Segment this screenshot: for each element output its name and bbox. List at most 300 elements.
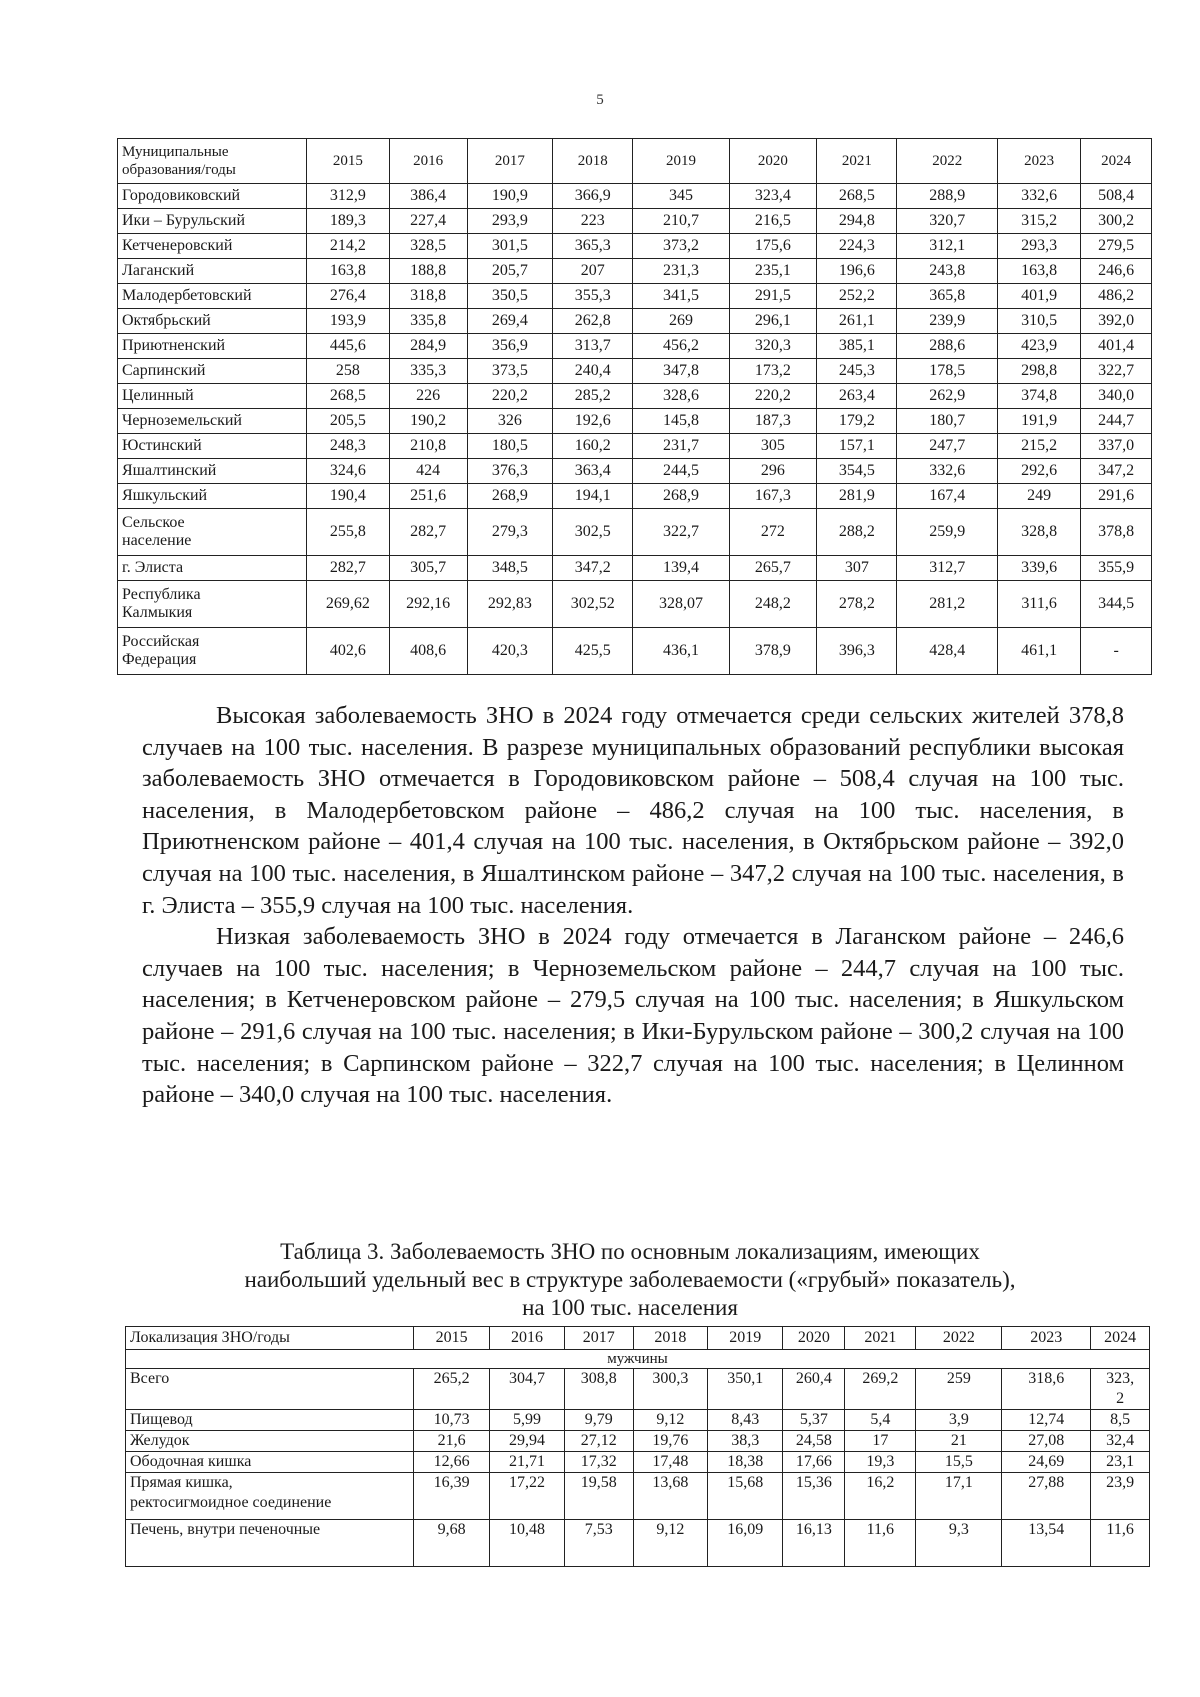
- row-label: Республика Калмыкия: [118, 581, 307, 628]
- table-row: [118, 209, 1152, 234]
- header-label: Муниципальные образования/годы: [118, 139, 307, 184]
- value-cell: 396,3: [817, 628, 897, 675]
- value-cell: 191,9: [997, 409, 1080, 434]
- value-cell: 190,9: [467, 184, 553, 209]
- value-cell: 308,8: [564, 1369, 633, 1410]
- year-header: 2024: [1091, 1327, 1150, 1350]
- value-cell: 293,9: [467, 209, 553, 234]
- table-row: [118, 509, 1152, 556]
- value-cell: 445,6: [307, 334, 389, 359]
- row-label: Прямая кишка, ректосигмоидное соединение: [126, 1473, 414, 1520]
- value-cell: 292,83: [467, 581, 553, 628]
- value-cell: 38,3: [708, 1431, 783, 1452]
- table-row: [118, 581, 1152, 628]
- value-cell: 220,2: [467, 384, 553, 409]
- value-cell: 189,3: [307, 209, 389, 234]
- value-cell: 255,8: [307, 509, 389, 556]
- value-cell: 258: [307, 359, 389, 384]
- value-cell: 323,4: [729, 184, 817, 209]
- value-cell: 173,2: [729, 359, 817, 384]
- group-label: мужчины: [126, 1350, 1150, 1369]
- value-cell: 17,22: [490, 1473, 564, 1520]
- value-cell: 340,0: [1081, 384, 1152, 409]
- value-cell: 265,7: [729, 556, 817, 581]
- value-cell: 10,48: [490, 1520, 564, 1567]
- value-cell: 374,8: [997, 384, 1080, 409]
- year-header: 2015: [307, 139, 389, 184]
- value-cell: 328,8: [997, 509, 1080, 556]
- value-cell: 11,6: [1091, 1520, 1150, 1567]
- value-cell: 508,4: [1081, 184, 1152, 209]
- value-cell: 32,4: [1091, 1431, 1150, 1452]
- value-cell: 224,3: [817, 234, 897, 259]
- year-header: 2024: [1081, 139, 1152, 184]
- value-cell: 247,7: [897, 434, 998, 459]
- year-header: 2017: [564, 1327, 633, 1350]
- value-cell: 279,3: [467, 509, 553, 556]
- value-cell: 300,3: [633, 1369, 707, 1410]
- value-cell: 348,5: [467, 556, 553, 581]
- value-cell: 11,6: [845, 1520, 916, 1567]
- table-row: [126, 1369, 1150, 1410]
- value-cell: 5,4: [845, 1410, 916, 1431]
- year-header: 2018: [553, 139, 633, 184]
- value-cell: 27,88: [1002, 1473, 1091, 1520]
- value-cell: 16,39: [413, 1473, 489, 1520]
- value-cell: 291,6: [1081, 484, 1152, 509]
- value-cell: 139,4: [633, 556, 729, 581]
- value-cell: 23,1: [1091, 1452, 1150, 1473]
- table-row: [118, 409, 1152, 434]
- value-cell: 9,12: [633, 1520, 707, 1567]
- value-cell: 355,9: [1081, 556, 1152, 581]
- value-cell: 19,58: [564, 1473, 633, 1520]
- year-header: 2019: [633, 139, 729, 184]
- table-row: [118, 628, 1152, 675]
- table-row: [118, 384, 1152, 409]
- value-cell: 259: [916, 1369, 1002, 1410]
- value-cell: 248,3: [307, 434, 389, 459]
- value-cell: 17,1: [916, 1473, 1002, 1520]
- value-cell: 339,6: [997, 556, 1080, 581]
- value-cell: 305,7: [389, 556, 467, 581]
- value-cell: 310,5: [997, 309, 1080, 334]
- year-header: 2015: [413, 1327, 489, 1350]
- value-cell: 324,6: [307, 459, 389, 484]
- value-cell: 320,3: [729, 334, 817, 359]
- year-header: 2016: [490, 1327, 564, 1350]
- table-row: [126, 1452, 1150, 1473]
- value-cell: 24,58: [783, 1431, 845, 1452]
- value-cell: 281,2: [897, 581, 998, 628]
- value-cell: 15,36: [783, 1473, 845, 1520]
- value-cell: 328,6: [633, 384, 729, 409]
- table-row: [126, 1473, 1150, 1520]
- value-cell: 9,12: [633, 1410, 707, 1431]
- table-row: [126, 1431, 1150, 1452]
- value-cell: 235,1: [729, 259, 817, 284]
- value-cell: 392,0: [1081, 309, 1152, 334]
- table-row: [118, 184, 1152, 209]
- row-label: Всего: [126, 1369, 414, 1410]
- value-cell: 378,8: [1081, 509, 1152, 556]
- value-cell: 10,73: [413, 1410, 489, 1431]
- table-row: [118, 309, 1152, 334]
- value-cell: 298,8: [997, 359, 1080, 384]
- value-cell: 323, 2: [1091, 1369, 1150, 1410]
- value-cell: 175,6: [729, 234, 817, 259]
- value-cell: 304,7: [490, 1369, 564, 1410]
- value-cell: 259,9: [897, 509, 998, 556]
- value-cell: 312,1: [897, 234, 998, 259]
- value-cell: 239,9: [897, 309, 998, 334]
- value-cell: 194,1: [553, 484, 633, 509]
- value-cell: 424: [389, 459, 467, 484]
- value-cell: 205,5: [307, 409, 389, 434]
- value-cell: 180,7: [897, 409, 998, 434]
- value-cell: 23,9: [1091, 1473, 1150, 1520]
- value-cell: 16,09: [708, 1520, 783, 1567]
- value-cell: 244,5: [633, 459, 729, 484]
- year-header: 2019: [708, 1327, 783, 1350]
- table-row: [118, 459, 1152, 484]
- value-cell: 193,9: [307, 309, 389, 334]
- value-cell: 294,8: [817, 209, 897, 234]
- value-cell: 366,9: [553, 184, 633, 209]
- year-header: 2023: [1002, 1327, 1091, 1350]
- year-header: 2020: [729, 139, 817, 184]
- value-cell: 19,3: [845, 1452, 916, 1473]
- value-cell: 24,69: [1002, 1452, 1091, 1473]
- value-cell: 214,2: [307, 234, 389, 259]
- value-cell: 288,9: [897, 184, 998, 209]
- value-cell: 9,79: [564, 1410, 633, 1431]
- value-cell: 167,3: [729, 484, 817, 509]
- value-cell: 401,9: [997, 284, 1080, 309]
- value-cell: 251,6: [389, 484, 467, 509]
- row-label: Целинный: [118, 384, 307, 409]
- value-cell: 260,4: [783, 1369, 845, 1410]
- value-cell: 291,5: [729, 284, 817, 309]
- value-cell: 461,1: [997, 628, 1080, 675]
- value-cell: 332,6: [897, 459, 998, 484]
- value-cell: 285,2: [553, 384, 633, 409]
- value-cell: 227,4: [389, 209, 467, 234]
- value-cell: 248,2: [729, 581, 817, 628]
- value-cell: 21: [916, 1431, 1002, 1452]
- value-cell: 355,3: [553, 284, 633, 309]
- year-header: 2017: [467, 139, 553, 184]
- value-cell: 268,9: [467, 484, 553, 509]
- value-cell: 373,2: [633, 234, 729, 259]
- value-cell: 18,38: [708, 1452, 783, 1473]
- value-cell: 252,2: [817, 284, 897, 309]
- value-cell: 196,6: [817, 259, 897, 284]
- value-cell: 216,5: [729, 209, 817, 234]
- value-cell: 167,4: [897, 484, 998, 509]
- value-cell: 401,4: [1081, 334, 1152, 359]
- table-row: [118, 359, 1152, 384]
- table-row: [118, 484, 1152, 509]
- value-cell: 9,3: [916, 1520, 1002, 1567]
- row-label: Сельское население: [118, 509, 307, 556]
- year-header: 2021: [845, 1327, 916, 1350]
- value-cell: 220,2: [729, 384, 817, 409]
- value-cell: 347,2: [1081, 459, 1152, 484]
- row-label: Лаганский: [118, 259, 307, 284]
- value-cell: 21,71: [490, 1452, 564, 1473]
- year-header: 2021: [817, 139, 897, 184]
- value-cell: 8,43: [708, 1410, 783, 1431]
- row-label: г. Элиста: [118, 556, 307, 581]
- value-cell: 13,54: [1002, 1520, 1091, 1567]
- value-cell: 305: [729, 434, 817, 459]
- value-cell: 269,4: [467, 309, 553, 334]
- row-label: Малодербетовский: [118, 284, 307, 309]
- value-cell: 408,6: [389, 628, 467, 675]
- value-cell: 328,5: [389, 234, 467, 259]
- value-cell: 350,1: [708, 1369, 783, 1410]
- row-label: Приютненский: [118, 334, 307, 359]
- value-cell: 269,2: [845, 1369, 916, 1410]
- value-cell: 3,9: [916, 1410, 1002, 1431]
- row-label: Желудок: [126, 1431, 414, 1452]
- table-row: [126, 1520, 1150, 1567]
- table-row: [118, 284, 1152, 309]
- value-cell: -: [1081, 628, 1152, 675]
- value-cell: 276,4: [307, 284, 389, 309]
- value-cell: 17,66: [783, 1452, 845, 1473]
- value-cell: 302,52: [553, 581, 633, 628]
- value-cell: 425,5: [553, 628, 633, 675]
- value-cell: 27,12: [564, 1431, 633, 1452]
- row-label: Кетченеровский: [118, 234, 307, 259]
- value-cell: 356,9: [467, 334, 553, 359]
- value-cell: 210,7: [633, 209, 729, 234]
- value-cell: 300,2: [1081, 209, 1152, 234]
- value-cell: 279,5: [1081, 234, 1152, 259]
- year-header: 2022: [897, 139, 998, 184]
- value-cell: 354,5: [817, 459, 897, 484]
- value-cell: 245,3: [817, 359, 897, 384]
- table-row: [118, 334, 1152, 359]
- value-cell: 226: [389, 384, 467, 409]
- value-cell: 332,6: [997, 184, 1080, 209]
- value-cell: 243,8: [897, 259, 998, 284]
- value-cell: 16,13: [783, 1520, 845, 1567]
- value-cell: 15,5: [916, 1452, 1002, 1473]
- value-cell: 318,6: [1002, 1369, 1091, 1410]
- value-cell: 278,2: [817, 581, 897, 628]
- value-cell: 436,1: [633, 628, 729, 675]
- value-cell: 341,5: [633, 284, 729, 309]
- value-cell: 16,2: [845, 1473, 916, 1520]
- value-cell: 335,8: [389, 309, 467, 334]
- incidence-by-municipality-table: [117, 138, 1152, 675]
- year-header: 2018: [633, 1327, 707, 1350]
- value-cell: 269: [633, 309, 729, 334]
- value-cell: 263,4: [817, 384, 897, 409]
- value-cell: 293,3: [997, 234, 1080, 259]
- value-cell: 145,8: [633, 409, 729, 434]
- value-cell: 12,74: [1002, 1410, 1091, 1431]
- row-label: Сарпинский: [118, 359, 307, 384]
- row-label: Пищевод: [126, 1410, 414, 1431]
- value-cell: 376,3: [467, 459, 553, 484]
- value-cell: 207: [553, 259, 633, 284]
- value-cell: 268,9: [633, 484, 729, 509]
- value-cell: 284,9: [389, 334, 467, 359]
- value-cell: 292,6: [997, 459, 1080, 484]
- paragraph-low-incidence: Низкая заболеваемость ЗНО в 2024 году отмечается в Лаганском районе – 246,6 случаев на 100 тыс. населения; в Черноземельском районе – 244,7 случая на 100 тыс. населения; в Кетченеровском районе – 279,5 случая на 100 тыс. населения; в Яшкульском районе – 291,6 случая на 100 тыс. населения; в Ики-Бурульском районе – 300,2 случая на 100 тыс. населения; в Сарпинском районе – 322,7 случая на 100 тыс. населения; в Целинном районе – 340,0 случая на 100 тыс. населения.: [142, 923, 1124, 1109]
- value-cell: 296,1: [729, 309, 817, 334]
- value-cell: 265,2: [413, 1369, 489, 1410]
- value-cell: 231,3: [633, 259, 729, 284]
- year-header: 2023: [997, 139, 1080, 184]
- table-row: [118, 234, 1152, 259]
- row-label: Октябрьский: [118, 309, 307, 334]
- value-cell: 269,62: [307, 581, 389, 628]
- value-cell: 19,76: [633, 1431, 707, 1452]
- row-label: Черноземельский: [118, 409, 307, 434]
- table-header-row: [126, 1327, 1150, 1350]
- value-cell: 12,66: [413, 1452, 489, 1473]
- value-cell: 8,5: [1091, 1410, 1150, 1431]
- row-label: Российская Федерация: [118, 628, 307, 675]
- value-cell: 345: [633, 184, 729, 209]
- value-cell: 163,8: [997, 259, 1080, 284]
- value-cell: 347,8: [633, 359, 729, 384]
- value-cell: 282,7: [389, 509, 467, 556]
- value-cell: 318,8: [389, 284, 467, 309]
- incidence-by-localization-table: [125, 1326, 1150, 1567]
- value-cell: 365,3: [553, 234, 633, 259]
- value-cell: 17,32: [564, 1452, 633, 1473]
- value-cell: 423,9: [997, 334, 1080, 359]
- value-cell: 420,3: [467, 628, 553, 675]
- value-cell: 5,99: [490, 1410, 564, 1431]
- value-cell: 281,9: [817, 484, 897, 509]
- row-label: Ики – Бурульский: [118, 209, 307, 234]
- value-cell: 378,9: [729, 628, 817, 675]
- value-cell: 29,94: [490, 1431, 564, 1452]
- value-cell: 292,16: [389, 581, 467, 628]
- value-cell: 272: [729, 509, 817, 556]
- table-row: [126, 1410, 1150, 1431]
- value-cell: 313,7: [553, 334, 633, 359]
- value-cell: 262,8: [553, 309, 633, 334]
- value-cell: 320,7: [897, 209, 998, 234]
- value-cell: 231,7: [633, 434, 729, 459]
- year-header: 2022: [916, 1327, 1002, 1350]
- value-cell: 312,9: [307, 184, 389, 209]
- row-label: Городовиковский: [118, 184, 307, 209]
- value-cell: 21,6: [413, 1431, 489, 1452]
- value-cell: 268,5: [307, 384, 389, 409]
- value-cell: 27,08: [1002, 1431, 1091, 1452]
- value-cell: 178,5: [897, 359, 998, 384]
- value-cell: 326: [467, 409, 553, 434]
- row-label: Яшалтинский: [118, 459, 307, 484]
- value-cell: 335,3: [389, 359, 467, 384]
- header-label: Локализация ЗНО/годы: [126, 1327, 414, 1350]
- value-cell: 386,4: [389, 184, 467, 209]
- value-cell: 315,2: [997, 209, 1080, 234]
- value-cell: 337,0: [1081, 434, 1152, 459]
- value-cell: 9,68: [413, 1520, 489, 1567]
- value-cell: 210,8: [389, 434, 467, 459]
- value-cell: 322,7: [633, 509, 729, 556]
- table-row: [118, 556, 1152, 581]
- value-cell: 261,1: [817, 309, 897, 334]
- row-label: Яшкульский: [118, 484, 307, 509]
- value-cell: 5,37: [783, 1410, 845, 1431]
- value-cell: 268,5: [817, 184, 897, 209]
- value-cell: 301,5: [467, 234, 553, 259]
- group-row: [126, 1350, 1150, 1369]
- value-cell: 428,4: [897, 628, 998, 675]
- paragraph-high-incidence: Высокая заболеваемость ЗНО в 2024 году отмечается среди сельских жителей 378,8 случаев на 100 тыс. населения. В разрезе муниципальных образований республики высокая заболеваемость ЗНО отмечается в Городовиковском районе – 508,4 случая на 100 тыс. населения, в Малодербетовском районе – 486,2 случая на 100 тыс. населения, в Приютненском районе – 401,4 случая на 100 тыс. населения, в Октябрьском районе – 392,0 случая на 100 тыс. населения, в Яшалтинском районе – 347,2 случая на 100 тыс. населения, в г. Элиста – 355,9 случая на 100 тыс. населения.: [142, 702, 1124, 919]
- value-cell: 244,7: [1081, 409, 1152, 434]
- row-label: Юстинский: [118, 434, 307, 459]
- body-text: [142, 700, 1124, 1111]
- value-cell: 223: [553, 209, 633, 234]
- value-cell: 288,2: [817, 509, 897, 556]
- value-cell: 347,2: [553, 556, 633, 581]
- value-cell: 17,48: [633, 1452, 707, 1473]
- value-cell: 282,7: [307, 556, 389, 581]
- table-row: [118, 434, 1152, 459]
- value-cell: 350,5: [467, 284, 553, 309]
- value-cell: 288,6: [897, 334, 998, 359]
- value-cell: 328,07: [633, 581, 729, 628]
- value-cell: 373,5: [467, 359, 553, 384]
- value-cell: 311,6: [997, 581, 1080, 628]
- table-row: [118, 259, 1152, 284]
- value-cell: 385,1: [817, 334, 897, 359]
- value-cell: 486,2: [1081, 284, 1152, 309]
- value-cell: 7,53: [564, 1520, 633, 1567]
- value-cell: 246,6: [1081, 259, 1152, 284]
- value-cell: 262,9: [897, 384, 998, 409]
- value-cell: 344,5: [1081, 581, 1152, 628]
- value-cell: 215,2: [997, 434, 1080, 459]
- table-header-row: [118, 139, 1152, 184]
- row-label: Ободочная кишка: [126, 1452, 414, 1473]
- value-cell: 13,68: [633, 1473, 707, 1520]
- value-cell: 322,7: [1081, 359, 1152, 384]
- value-cell: 179,2: [817, 409, 897, 434]
- value-cell: 187,3: [729, 409, 817, 434]
- value-cell: 157,1: [817, 434, 897, 459]
- value-cell: 160,2: [553, 434, 633, 459]
- value-cell: 456,2: [633, 334, 729, 359]
- page-number: 5: [596, 92, 604, 108]
- value-cell: 249: [997, 484, 1080, 509]
- value-cell: 402,6: [307, 628, 389, 675]
- value-cell: 17: [845, 1431, 916, 1452]
- value-cell: 240,4: [553, 359, 633, 384]
- value-cell: 312,7: [897, 556, 998, 581]
- value-cell: 188,8: [389, 259, 467, 284]
- value-cell: 205,7: [467, 259, 553, 284]
- year-header: 2020: [783, 1327, 845, 1350]
- value-cell: 190,4: [307, 484, 389, 509]
- value-cell: 15,68: [708, 1473, 783, 1520]
- value-cell: 302,5: [553, 509, 633, 556]
- value-cell: 365,8: [897, 284, 998, 309]
- value-cell: 180,5: [467, 434, 553, 459]
